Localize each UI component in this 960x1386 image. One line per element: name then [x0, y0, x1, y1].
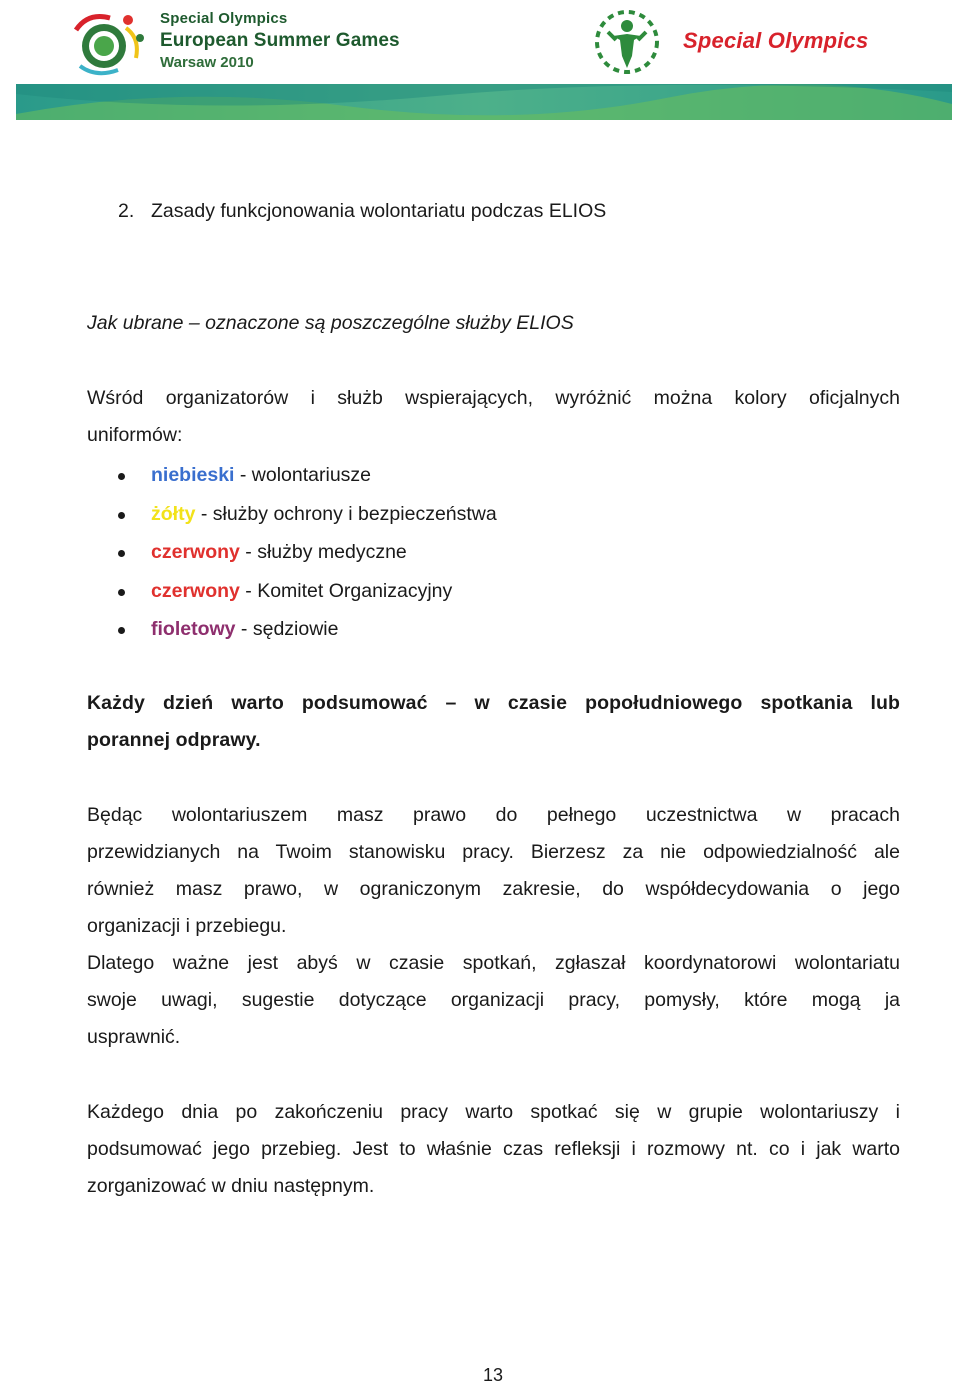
paragraph-line: Będąc wolontariuszem masz prawo do pełnego uczestnictwa w pracach: [87, 804, 900, 826]
uniform-colors-list: [118, 456, 497, 649]
color-role: - Komitet Organizacyjny: [239, 579, 453, 602]
games-title: [160, 11, 400, 70]
section-number: 2.: [118, 200, 135, 222]
games-title-line2: European Summer Games: [160, 30, 400, 51]
color-role: - sędziowie: [235, 618, 339, 640]
special-olympics-emblem: [588, 6, 666, 78]
intro-paragraph: [87, 380, 900, 454]
list-item: [118, 495, 497, 534]
paragraph-line: organizacji i przebiegu.: [87, 915, 287, 937]
paragraph-line: przewidzianych na Twoim stanowisku pracy. Bierzesz za nie odpowiedzialność ale: [87, 841, 900, 863]
paragraph-line: Dlatego ważne jest abyś w czasie spotkań, zgłaszał koordynatorowi wolontariatu: [87, 952, 900, 974]
color-name: żółty: [151, 502, 196, 525]
bullet-icon: [118, 589, 125, 596]
european-games-logo: [66, 8, 152, 80]
paragraph-line: Każdego dnia po zakończeniu pracy warto spotkać się w grupie wolontariuszy i: [87, 1101, 900, 1123]
list-item: [118, 533, 497, 572]
bullet-icon: [118, 627, 125, 634]
section-title: Zasady funkcjonowania wolontariatu podczas ELIOS: [151, 200, 607, 222]
daily-summary-paragraph: [87, 1094, 900, 1205]
bullet-icon: [118, 550, 125, 557]
banner-strip: [16, 84, 952, 120]
color-role: - wolontariusze: [234, 464, 372, 486]
color-name: czerwony: [151, 579, 240, 602]
intro-line: Wśród organizatorów i służb wspierających, wyróżnić można kolory oficjalnych: [87, 387, 900, 409]
bullet-icon: [118, 512, 125, 519]
color-role: - służby ochrony i bezpieczeństwa: [195, 502, 497, 525]
paragraph-line: swoje uwagi, sugestie dotyczące organizacji pracy, pomysły, które mogą ja: [87, 989, 900, 1011]
summary-line: porannej odprawy.: [87, 729, 261, 751]
games-title-line1: Special Olympics: [160, 10, 288, 27]
summary-line: Każdy dzień warto podsumować – w czasie popołudniowego spotkania lub: [87, 692, 900, 714]
paragraph-line: również masz prawo, w ograniczonym zakresie, do współdecydowania o jego: [87, 878, 900, 900]
subheading: Jak ubrane – oznaczone są poszczególne służby ELIOS: [87, 312, 574, 334]
list-item: [118, 610, 497, 649]
list-item: [118, 456, 497, 495]
paragraph-line: podsumować jego przebieg. Jest to właśnie czas refleksji i rozmowy nt. co i jak warto: [87, 1138, 900, 1160]
list-item: [118, 572, 497, 611]
paragraph-line: zorganizować w dniu następnym.: [87, 1175, 375, 1197]
color-name: niebieski: [151, 464, 235, 486]
header-banner: [0, 0, 960, 122]
volunteer-rights-paragraph: [87, 797, 900, 1056]
games-title-line3: Warsaw 2010: [160, 54, 254, 71]
page-number: 13: [483, 1365, 504, 1385]
color-role: - służby medyczne: [239, 541, 407, 563]
intro-line: uniformów:: [87, 424, 183, 446]
color-name: czerwony: [151, 541, 240, 563]
paragraph-line: usprawnić.: [87, 1026, 181, 1048]
summary-paragraph: [87, 685, 900, 759]
color-name: fioletowy: [151, 618, 236, 640]
bullet-icon: [118, 473, 125, 480]
special-olympics-wordmark: Special Olympics: [683, 28, 869, 53]
